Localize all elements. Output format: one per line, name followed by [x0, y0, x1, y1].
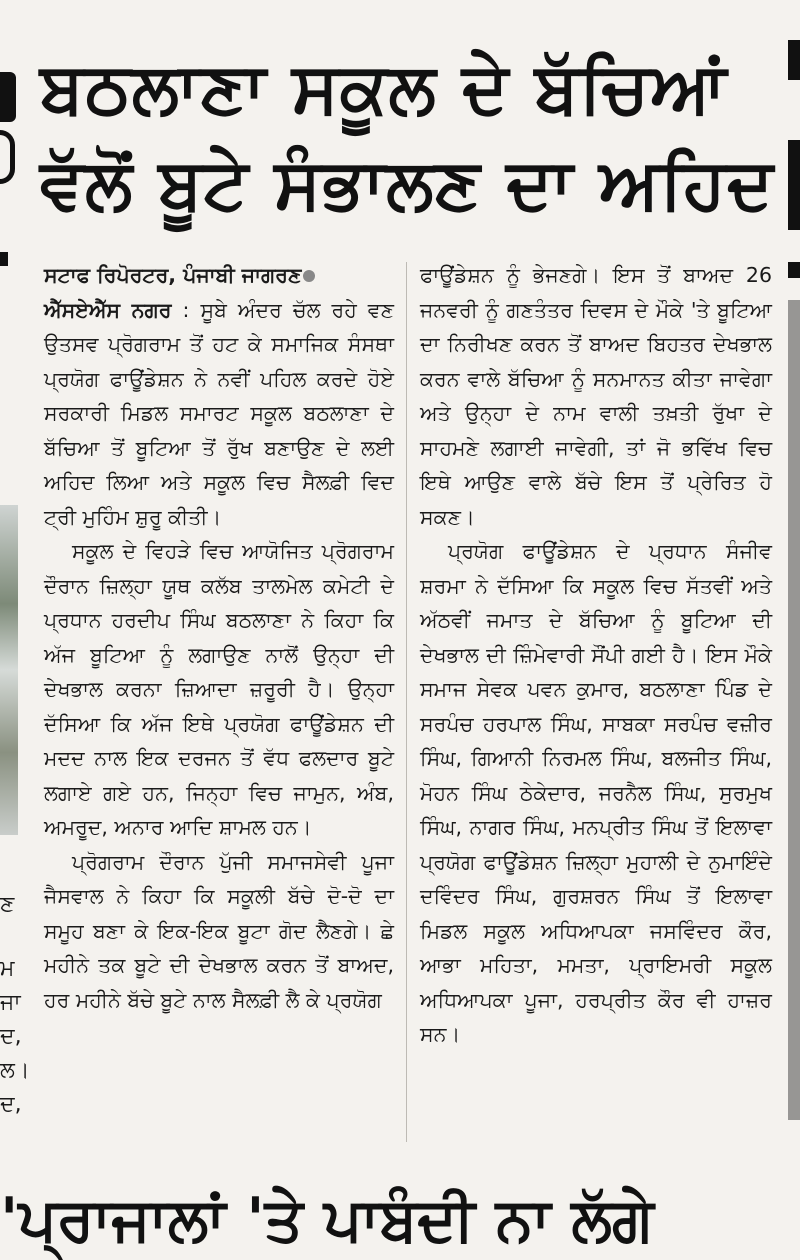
left-neighbour-column: [0, 0, 30, 1216]
bullet-icon: [303, 270, 315, 282]
left-neighbour-text: ਜਾ: [0, 990, 21, 1015]
paragraph: ਪ੍ਰਯੋਗ ਫਾਊਂਡੇਸ਼ਨ ਦੇ ਪ੍ਰਧਾਨ ਸੰਜੀਵ ਸ਼ਰਮਾ ਨੇ ਦੱਸਿਆ ਕਿ ਸਕੂਲ ਵਿਚ ਸੱਤਵੀਂ ਅਤੇ ਅੱਠਵੀਂ ਜਮਾਤ ਦੇ ਬੱਚਿਆ ਨੂੰ ਬੂਟਿਆ ਦੀ ਦੇਖਭਾਲ ਦੀ ਜ਼ਿੰਮੇਵਾਰੀ ਸੌਂਪੀ ਗਈ ਹੈ। ਇਸ ਮੌਕੇ ਸਮਾਜ ਸੇਵਕ ਪਵਨ ਕੁਮਾਰ, ਬਠਲਾਣਾ ਪਿੰਡ ਦੇ ਸਰਪੰਚ ਹਰਪਾਲ ਸਿੰਘ, ਸਾਬਕਾ ਸਰਪੰਚ ਵਜ਼ੀਰ ਸਿੰਘ, ਗਿਆਨੀ ਨਿਰਮਲ ਸਿੰਘ, ਬਲਜੀਤ ਸਿੰਘ, ਮੋਹਨ ਸਿੰਘ ਠੇਕੇਦਾਰ, ਜਰਨੈਲ ਸਿੰਘ, ਸੁਰਮੁਖ ਸਿੰਘ, ਨਾਗਰ ਸਿੰਘ, ਮਨਪ੍ਰੀਤ ਸਿੰਘ ਤੋਂ ਇਲਾਵਾ ਪ੍ਰਯੋਗ ਫਾਊਂਡੇਸ਼ਨ ਜ਼ਿਲ੍ਹਾ ਮੁਹਾਲੀ ਦੇ ਨੁਮਾਇੰਦੇ ਦਵਿੰਦਰ ਸਿੰਘ, ਗੁਰਸ਼ਰਨ ਸਿੰਘ ਤੋਂ ਇਲਾਵਾ ਮਿਡਲ ਸਕੂਲ ਅਧਿਆਪਕਾ ਜਸਵਿੰਦਰ ਕੌਰ, ਆਭਾ ਮਹਿਤਾ, ਮਮਤਾ, ਪ੍ਰਾਇਮਰੀ ਸਕੂਲ ਅਧਿਆਪਕਾ ਪੂਜਾ, ਹਰਪ੍ਰੀਤ ਕੌਰ ਵੀ ਹਾਜ਼ਰ ਸਨ।: [420, 539, 772, 1046]
left-neighbour-text: ਦ,: [0, 1092, 22, 1117]
left-neighbour-photo: [0, 505, 18, 835]
left-neighbour-text: ਣ: [0, 892, 15, 917]
left-neighbour-text: ਲ।: [0, 1058, 30, 1083]
byline-text: ਸਟਾਫ ਰਿਪੋਰਟਰ, ਪੰਜਾਬੀ ਜਾਗਰਣ: [44, 263, 302, 287]
paragraph: ਸਕੂਲ ਦੇ ਵਿਹੜੇ ਵਿਚ ਆਯੋਜਿਤ ਪ੍ਰੋਗਰਾਮ ਦੌਰਾਨ ਜ਼ਿਲ੍ਹਾ ਯੂਥ ਕਲੱਬ ਤਾਲਮੇਲ ਕਮੇਟੀ ਦੇ ਪ੍ਰਧਾਨ ਹਰਦੀਪ ਸਿੰਘ ਬਠਲਾਣਾ ਨੇ ਕਿਹਾ ਕਿ ਅੱਜ ਬੂਟਿਆ ਨੂੰ ਲਗਾਉਣ ਨਾਲੋਂ ਉਨ੍ਹਾ ਦੀ ਦੇਖਭਾਲ ਕਰਨਾ ਜ਼ਿਆਦਾ ਜ਼ਰੂਰੀ ਹੈ। ਉਨ੍ਹਾ ਦੱਸਿਆ ਕਿ ਅੱਜ ਇਥੇ ਪ੍ਰਯੋਗ ਫਾਊਂਡੇਸ਼ਨ ਦੀ ਮਦਦ ਨਾਲ ਇਕ ਦਰਜਨ ਤੋਂ ਵੱਧ ਫਲਦਾਰ ਬੂਟੇ ਲਗਾਏ ਗਏ ਹਨ, ਜਿਨ੍ਹਾ ਵਿਚ ਜਾਮੁਨ, ਅੰਬ, ਅਮਰੂਦ, ਅਨਾਰ ਆਦਿ ਸ਼ਾਮਲ ਹਨ।: [44, 539, 394, 839]
headline-line-1: ਬਠਲਾਣਾ ਸਕੂਲ ਦੇ ਬੱਚਿਆਂ: [40, 47, 728, 129]
right-neighbour-column: [786, 0, 800, 1216]
left-neighbour-glyph: [0, 130, 15, 184]
paragraph: ਐੱਸਏਐੱਸ ਨਗਰ : ਸੂਬੇ ਅੰਦਰ ਚੱਲ ਰਹੇ ਵਣ ਉਤਸਵ ਪ੍ਰੋਗਰਾਮ ਤੋਂ ਹਟ ਕੇ ਸਮਾਜਿਕ ਸੰਸਥਾ ਪ੍ਰਯੋਗ ਫਾਊਂਡੇਸ਼ਨ ਨੇ ਨਵੀਂ ਪਹਿਲ ਕਰਦੇ ਹੋਏ ਸਰਕਾਰੀ ਮਿਡਲ ਸਮਾਰਟ ਸਕੂਲ ਬਠਲਾਣਾ ਦੇ ਬੱਚਿਆ ਤੋਂ ਬੂਟਿਆ ਤੋਂ ਰੁੱਖ ਬਣਾਉਣ ਦੇ ਲਈ ਅਹਿਦ ਲਿਆ ਅਤੇ ਸਕੂਲ ਵਿਚ ਸੈਲਫ਼ੀ ਵਿਦ ਟ੍ਰੀ ਮੁਹਿੰਮ ਸ਼ੁਰੂ ਕੀਤੀ।: [44, 297, 394, 529]
paragraph: ਫਾਊਂਡੇਸ਼ਨ ਨੂੰ ਭੇਜਣਗੇ। ਇਸ ਤੋਂ ਬਾਅਦ 26 ਜਨਵਰੀ ਨੂੰ ਗਣਤੰਤਰ ਦਿਵਸ ਦੇ ਮੌਕੇ 'ਤੇ ਬੂਟਿਆ ਦਾ ਨਿਰੀਖਣ ਕਰਨ ਤੋਂ ਬਾਅਦ ਬਿਹਤਰ ਦੇਖਭਾਲ ਕਰਨ ਵਾਲੇ ਬੱਚਿਆ ਨੂੰ ਸਨਮਾਨਤ ਕੀਤਾ ਜਾਵੇਗਾ ਅਤੇ ਉਨ੍ਹਾ ਦੇ ਨਾਮ ਵਾਲੀ ਤਖ਼ਤੀ ਰੁੱਖਾ ਦੇ ਸਾਹਮਣੇ ਲਗਾਈ ਜਾਵੇਗੀ, ਤਾਂ ਜੋ ਭਵਿੱਖ ਵਿਚ ਇਥੇ ਆਉਣ ਵਾਲੇ ਬੱਚੇ ਇਸ ਤੋਂ ਪ੍ਰੇਰਿਤ ਹੋ ਸਕਣ।: [420, 263, 772, 529]
right-neighbour-text: [788, 300, 800, 1120]
left-neighbour-glyph: [0, 252, 8, 266]
right-neighbour-glyph: [788, 40, 800, 80]
paragraph-text: ਸੂਬੇ ਅੰਦਰ ਚੱਲ ਰਹੇ ਵਣ ਉਤਸਵ ਪ੍ਰੋਗਰਾਮ ਤੋਂ ਹਟ ਕੇ ਸਮਾਜਿਕ ਸੰਸਥਾ ਪ੍ਰਯੋਗ ਫਾਊਂਡੇਸ਼ਨ ਨੇ ਨਵੀਂ ਪਹਿਲ ਕਰਦੇ ਹੋਏ ਸਰਕਾਰੀ ਮਿਡਲ ਸਮਾਰਟ ਸਕੂਲ ਬਠਲਾਣਾ ਦੇ ਬੱਚਿਆ ਤੋਂ ਬੂਟਿਆ ਤੋਂ ਰੁੱਖ ਬਣਾਉਣ ਦੇ ਲਈ ਅਹਿਦ ਲਿਆ ਅਤੇ ਸਕੂਲ ਵਿਚ ਸੈਲਫ਼ੀ ਵਿਦ ਟ੍ਰੀ ਮੁਹਿੰਮ ਸ਼ੁਰੂ ਕੀਤੀ।: [44, 297, 394, 529]
left-neighbour-text: ਮ: [0, 956, 15, 981]
headline-line-2: ਵੱਲੋਂ ਬੂਟੇ ਸੰਭਾਲਣ ਦਾ ਅਹਿਦ: [40, 143, 775, 225]
right-neighbour-glyph: [788, 262, 800, 278]
next-headline-fragment: 'ਪ੍ਰਾਜਾਲਾਂ 'ਤੇ ਪਾਬੰਦੀ ਨਾ ਲੱਗੇ: [0, 1185, 654, 1255]
byline: [44, 258, 394, 293]
paragraph: ਪ੍ਰੋਗਰਾਮ ਦੌਰਾਨ ਪੁੱਜੀ ਸਮਾਜਸੇਵੀ ਪੂਜਾ ਜੈਸਵਾਲ ਨੇ ਕਿਹਾ ਕਿ ਸਕੂਲੀ ਬੱਚੇ ਦੋ-ਦੋ ਦਾ ਸਮੂਹ ਬਣਾ ਕੇ ਇਕ-ਇਕ ਬੂਟਾ ਗੋਦ ਲੈਣਗੇ। ਛੇ ਮਹੀਨੇ ਤਕ ਬੂਟੇ ਦੀ ਦੇਖਭਾਲ ਕਰਨ ਤੋਂ ਬਾਅਦ, ਹਰ ਮਹੀਨੇ ਬੱਚੇ ਬੂਟੇ ਨਾਲ ਸੈਲਫ਼ੀ ਲੈ ਕੇ ਪ੍ਰਯੋਗ: [44, 849, 394, 1012]
column-divider: [406, 262, 407, 1142]
left-neighbour-glyph: [0, 72, 16, 122]
headline: [40, 42, 780, 234]
right-neighbour-glyph: [788, 140, 800, 230]
left-neighbour-text: ਦ,: [0, 1024, 22, 1049]
article-column-left: [44, 258, 394, 1017]
article-column-right: [420, 258, 772, 1052]
dateline: ਐੱਸਏਐੱਸ ਨਗਰ: [44, 297, 172, 322]
